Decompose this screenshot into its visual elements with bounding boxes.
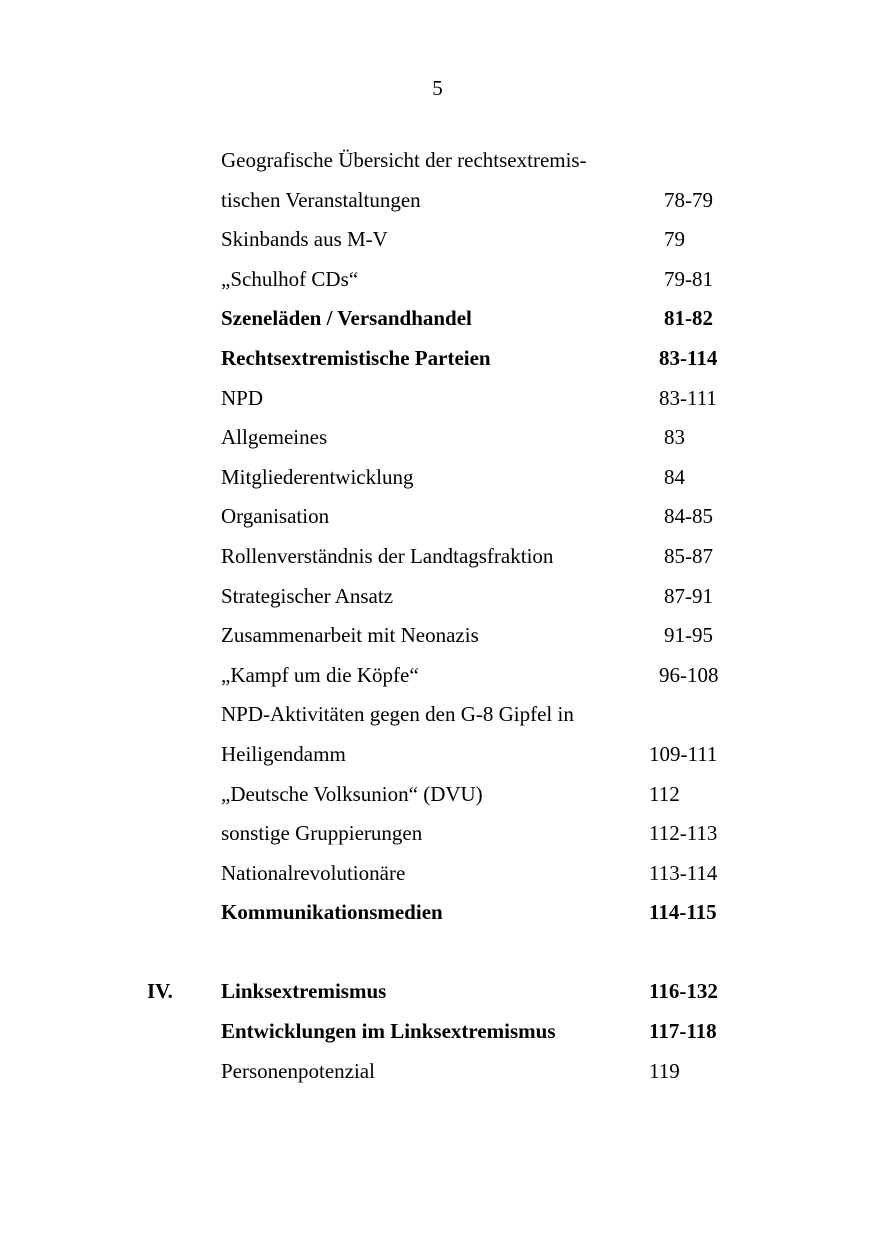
- toc-entry-title: sonstige Gruppierungen: [221, 821, 423, 846]
- toc-entry: [0, 580, 875, 620]
- toc-entry-title: Allgemeines: [221, 425, 328, 450]
- toc-entry-title: Personenpotenzial: [221, 1058, 375, 1083]
- section-spacer: [0, 936, 875, 976]
- toc-entry-pages: 87-91: [664, 583, 713, 608]
- toc-entry: [0, 778, 875, 818]
- toc-entry: [0, 1015, 875, 1055]
- toc-entry-title: Rechtsextremistische Parteien: [221, 345, 491, 370]
- toc-entry-pages: 114-115: [649, 900, 717, 925]
- toc-entry-pages: 81-82: [664, 306, 713, 331]
- toc-entry-title: tischen Veranstaltungen: [221, 187, 421, 212]
- toc-entry: [0, 500, 875, 540]
- toc-entry: [0, 223, 875, 263]
- toc-entry-pages: 119: [649, 1058, 680, 1083]
- toc-entry-pages: 91-95: [664, 623, 713, 648]
- toc-entry-pages: 83-111: [659, 385, 717, 410]
- toc-entry: [0, 382, 875, 422]
- toc-entry-title: Skinbands aus M-V: [221, 227, 388, 252]
- toc-entry-title: Linksextremismus: [221, 979, 387, 1004]
- toc-entry-title: Strategischer Ansatz: [221, 583, 394, 608]
- toc-entry-pages: 78-79: [664, 187, 713, 212]
- toc-entry-pages: 117-118: [649, 1019, 717, 1044]
- toc-entry-title: Entwicklungen im Linksextremismus: [221, 1019, 556, 1044]
- toc-entry: [0, 302, 875, 342]
- toc-entry: [0, 619, 875, 659]
- toc-entry-pages: 116-132: [649, 979, 718, 1004]
- toc-entry-title: Rollenverständnis der Landtagsfraktion: [221, 543, 554, 568]
- page-number: 5: [432, 76, 443, 100]
- toc-entry-pages: 112-113: [649, 821, 718, 846]
- toc-entry-title: Nationalrevolutionäre: [221, 860, 406, 885]
- toc-entry: [0, 975, 875, 1015]
- toc-entry-pages: 96-108: [659, 662, 719, 687]
- table-of-contents: [0, 144, 875, 1094]
- toc-entry-title: „Schulhof CDs“: [221, 266, 359, 291]
- toc-entry-pages: 79-81: [664, 266, 713, 291]
- toc-entry-title: Zusammenarbeit mit Neonazis: [221, 623, 479, 648]
- toc-entry-pages: 113-114: [649, 860, 718, 885]
- toc-entry: [0, 263, 875, 303]
- toc-entry-pages: 84-85: [664, 504, 713, 529]
- toc-entry: [0, 1055, 875, 1095]
- toc-entry-title: Szeneläden / Versandhandel: [221, 306, 472, 331]
- toc-entry-pages: 83: [664, 425, 685, 450]
- toc-entry-pages: 112: [649, 781, 680, 806]
- toc-entry: [0, 857, 875, 897]
- toc-entry-title: Geografische Übersicht der rechtsextremis-: [221, 148, 587, 172]
- toc-entry: [0, 817, 875, 857]
- toc-entry: [0, 421, 875, 461]
- toc-entry: [0, 659, 875, 699]
- toc-entry-title: Heiligendamm: [221, 741, 346, 766]
- toc-entry-title: „Kampf um die Köpfe“: [221, 662, 419, 687]
- toc-entry-pages: 84: [664, 464, 685, 489]
- toc-entry: [0, 698, 875, 738]
- toc-entry: [0, 144, 875, 184]
- toc-entry-pages: 83-114: [659, 345, 718, 370]
- toc-entry-pages: 79: [664, 227, 685, 252]
- toc-entry-pages: 85-87: [664, 543, 713, 568]
- toc-entry-pages: 109-111: [649, 741, 718, 766]
- toc-entry: [0, 342, 875, 382]
- toc-entry: [0, 738, 875, 778]
- toc-entry: [0, 184, 875, 224]
- toc-entry: [0, 461, 875, 501]
- toc-entry: [0, 540, 875, 580]
- toc-entry-title: Mitgliederentwicklung: [221, 464, 414, 489]
- toc-entry-title: Organisation: [221, 504, 330, 529]
- toc-entry-title: NPD-Aktivitäten gegen den G-8 Gipfel in: [221, 702, 574, 727]
- toc-entry-title: NPD: [221, 385, 264, 410]
- toc-entry-title: Kommunikationsmedien: [221, 900, 443, 925]
- toc-entry: [0, 896, 875, 936]
- toc-entry-title: „Deutsche Volksunion“ (DVU): [221, 781, 483, 806]
- toc-chapter-number: IV.: [147, 979, 173, 1004]
